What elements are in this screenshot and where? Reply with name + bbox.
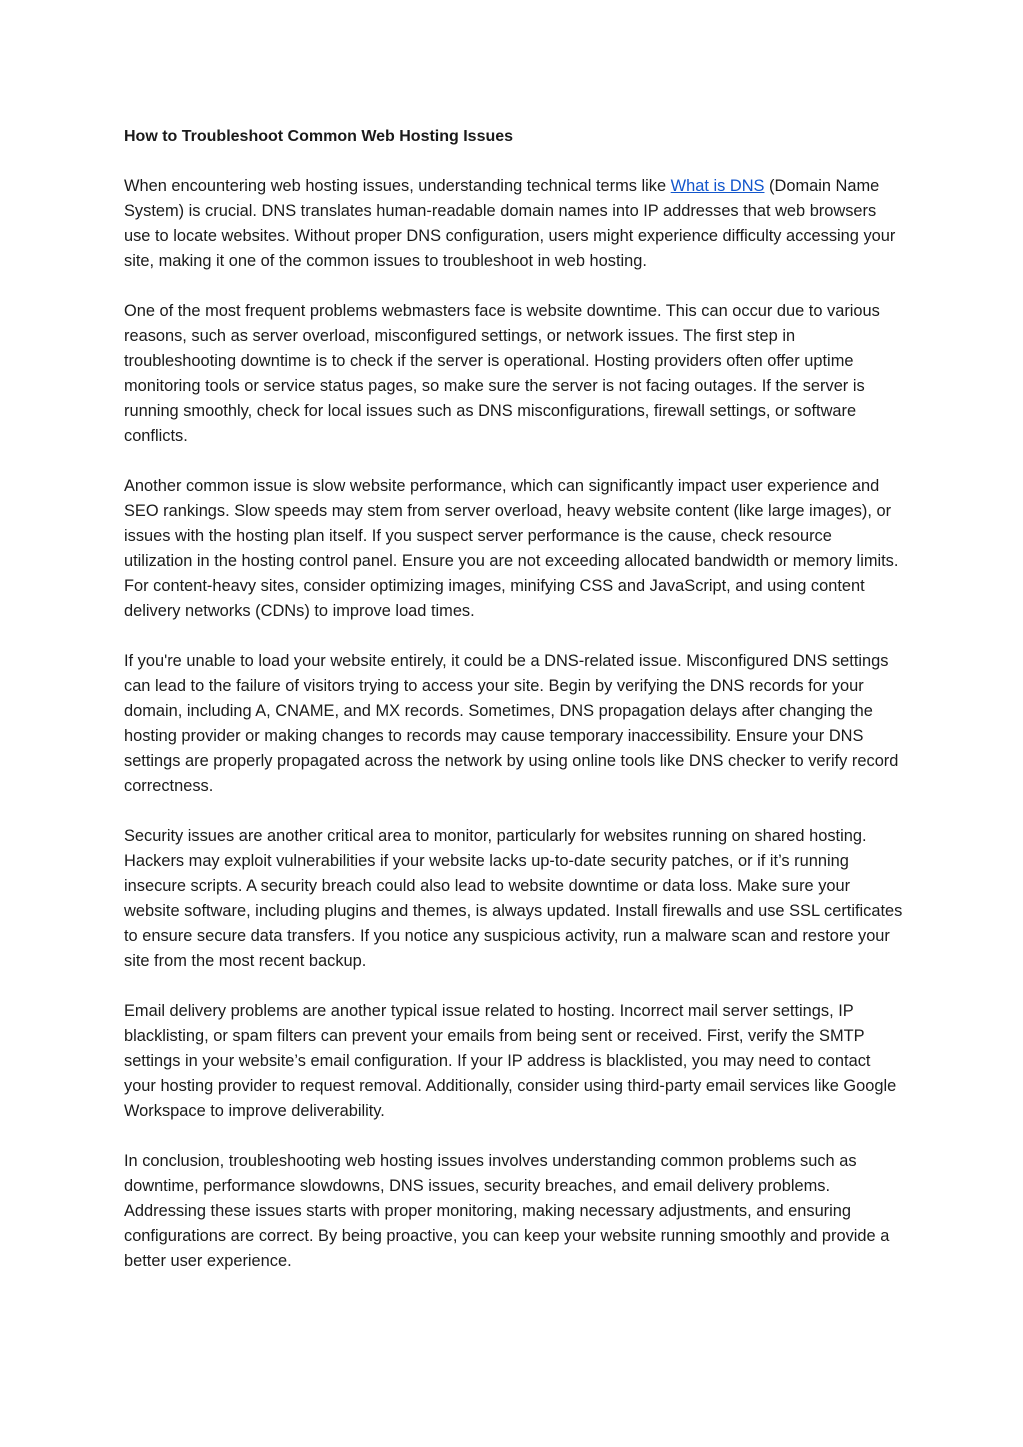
intro-text-before-link: When encountering web hosting issues, understanding technical terms like [124,177,671,195]
document-page [124,124,904,1299]
what-is-dns-link[interactable]: What is DNS [670,177,765,195]
intro-paragraph [124,174,904,274]
downtime-paragraph: One of the most frequent problems webmasters face is website downtime. This can occur due to various reasons, such as server overload, misconfigured settings, or network issues. The first step in troubleshooting downtime is to check if the server is operational. Hosting providers often offer uptime monitoring tools or service status pages, so make sure the server is not facing outages. If the server is running smoothly, check for local issues such as DNS misconfigurations, firewall settings, or software conflicts. [124,302,880,445]
intro-text-after-link: (Domain Name System) is crucial. DNS translates human-readable domain names into IP addresses that web browsers use to locate websites. Without proper DNS configuration, users might experience difficulty accessing your site, making it one of the common issues to troubleshoot in web hosting. [124,177,896,270]
dns-paragraph: If you're unable to load your website entirely, it could be a DNS-related issue. Misconfigured DNS settings can lead to the failure of visitors trying to access your site. Begin by verifying the DNS records for your domain, including A, CNAME, and MX records. Sometimes, DNS propagation delays after changing the hosting provider or making changes to records may cause temporary inaccessibility. Ensure your DNS settings are properly propagated across the network by using online tools like DNS checker to verify record correctness. [124,652,899,795]
security-paragraph: Security issues are another critical area to monitor, particularly for websites running on shared hosting. Hackers may exploit vulnerabilities if your website lacks up-to-date security patches, or if it’s running insecure scripts. A security breach could also lead to website downtime or data loss. Make sure your website software, including plugins and themes, is always updated. Install firewalls and use SSL certificates to ensure secure data transfers. If you notice any suspicious activity, run a malware scan and restore your site from the most recent backup. [124,827,903,970]
performance-paragraph: Another common issue is slow website performance, which can significantly impact user experience and SEO rankings. Slow speeds may stem from server overload, heavy website content (like large images), or issues with the hosting plan itself. If you suspect server performance is the cause, check resource utilization in the hosting control panel. Ensure you are not exceeding allocated bandwidth or memory limits. For content-heavy sites, consider optimizing images, minifying CSS and JavaScript, and using content delivery networks (CDNs) to improve load times. [124,477,899,620]
document-title: How to Troubleshoot Common Web Hosting Issues [124,128,514,145]
conclusion-paragraph: In conclusion, troubleshooting web hosting issues involves understanding common problems such as downtime, performance slowdowns, DNS issues, security breaches, and email delivery problems. Addressing these issues starts with proper monitoring, making necessary adjustments, and ensuring configurations are correct. By being proactive, you can keep your website running smoothly and provide a better user experience. [124,1152,890,1270]
email-paragraph: Email delivery problems are another typical issue related to hosting. Incorrect mail server settings, IP blacklisting, or spam filters can prevent your emails from being sent or received. First, verify the SMTP settings in your website’s email configuration. If your IP address is blacklisted, you may need to contact your hosting provider to request removal. Additionally, consider using third-party email services like Google Workspace to improve deliverability. [124,1002,897,1120]
